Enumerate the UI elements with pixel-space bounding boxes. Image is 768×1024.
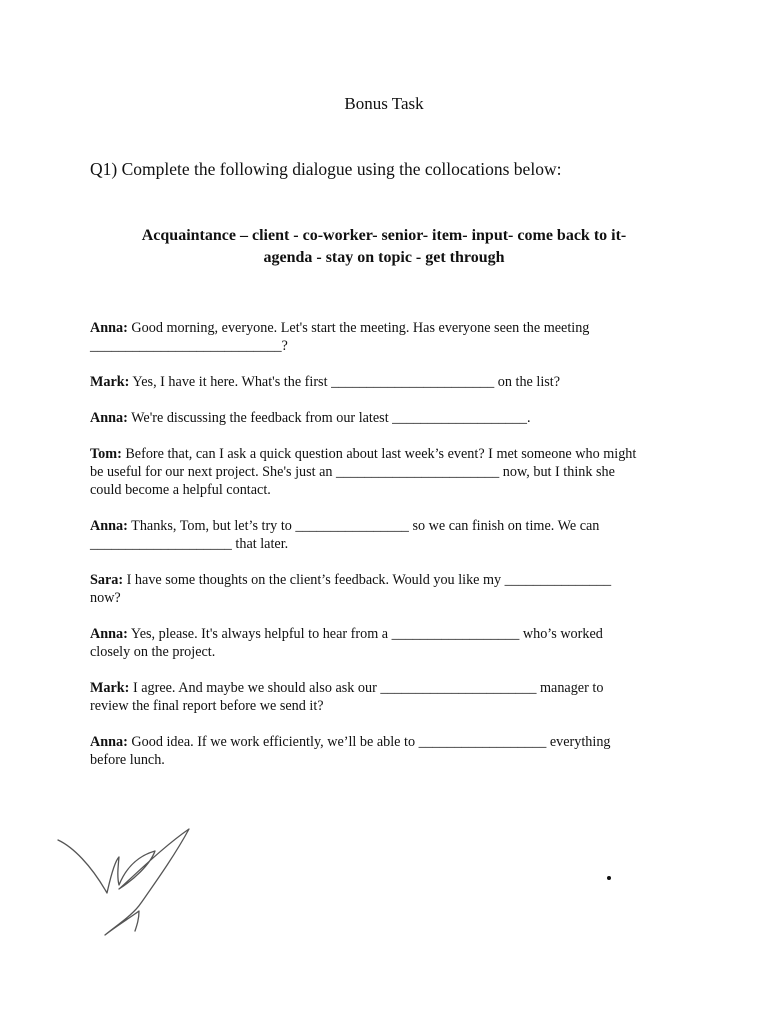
dialogue-text: ____________________ that later.: [90, 536, 289, 552]
dialogue-text: We're discussing the feedback from our latest ___________________.: [127, 410, 531, 426]
dialogue-turn: [90, 373, 690, 391]
dialogue-text: I have some thoughts on the client’s feedback. Would you like my _______________: [123, 572, 612, 588]
dialogue-text: I agree. And maybe we should also ask our ______________________ manager to: [129, 680, 604, 696]
dialogue-text: closely on the project.: [90, 644, 216, 660]
dialogue-text: ___________________________?: [90, 338, 288, 354]
dialogue-text: Thanks, Tom, but let’s try to ________________ so we can finish on time. We can: [127, 518, 600, 534]
speaker-name: Tom:: [90, 446, 122, 462]
dialogue-turn: [90, 625, 690, 661]
stray-dot: [607, 876, 611, 880]
speaker-name: Anna:: [90, 518, 128, 534]
handwritten-signature: [55, 825, 200, 940]
speaker-name: Anna:: [90, 320, 128, 336]
dialogue-turn: [90, 571, 690, 607]
dialogue-text: Before that, can I ask a quick question about last week’s event? I met someone who might: [121, 446, 637, 462]
speaker-name: Mark:: [90, 680, 130, 696]
dialogue-text: could become a helpful contact.: [90, 482, 271, 498]
dialogue-text: Good idea. If we work efficiently, we’ll be able to __________________ everything: [127, 734, 611, 750]
question-prompt: Q1) Complete the following dialogue using the collocations below:: [90, 159, 562, 179]
dialogue-text: before lunch.: [90, 752, 165, 768]
dialogue-text: Yes, please. It's always helpful to hear from a __________________ who’s worked: [127, 626, 603, 642]
dialogue-text: be useful for our next project. She's just an _______________________ now, but I think she: [90, 464, 615, 480]
word-bank-line-2: agenda - stay on topic - get through: [263, 249, 505, 266]
speaker-name: Anna:: [90, 410, 128, 426]
dialogue-text: review the final report before we send it?: [90, 698, 324, 714]
speaker-name: Anna:: [90, 626, 128, 642]
dialogue-turn: [90, 319, 690, 355]
dialogue-text: Yes, I have it here. What's the first _______________________ on the list?: [129, 374, 561, 390]
speaker-name: Anna:: [90, 734, 128, 750]
page-title: Bonus Task: [344, 94, 424, 113]
speaker-name: Sara:: [90, 572, 124, 588]
dialogue-turn: [90, 445, 690, 499]
word-bank: [100, 225, 668, 269]
dialogue-text: Good morning, everyone. Let's start the meeting. Has everyone seen the meeting: [127, 320, 590, 336]
dialogue: [90, 319, 690, 787]
dialogue-turn: [90, 517, 690, 553]
dialogue-turn: [90, 679, 690, 715]
dialogue-turn: [90, 409, 690, 427]
dialogue-turn: [90, 733, 690, 769]
word-bank-line-1: Acquaintance – client - co-worker- senior- item- input- come back to it-: [141, 227, 627, 244]
dialogue-text: now?: [90, 590, 121, 606]
speaker-name: Mark:: [90, 374, 130, 390]
